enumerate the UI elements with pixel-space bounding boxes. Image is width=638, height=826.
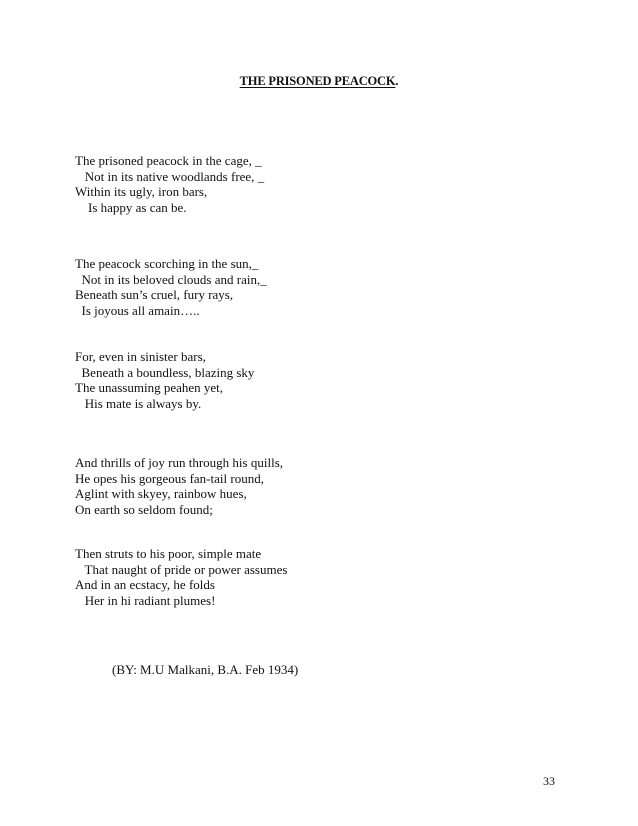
poem-line: Beneath a boundless, blazing sky	[75, 364, 255, 380]
poem-line: He opes his gorgeous fan-tail round,	[75, 470, 264, 486]
poem-line: His mate is always by.	[75, 395, 202, 411]
poem-line: On earth so seldom found;	[75, 501, 213, 517]
stanza-4	[75, 455, 555, 517]
poem-line: Is happy as can be.	[75, 199, 187, 215]
poem-line: Is joyous all amain…..	[75, 302, 200, 318]
poem-line: That naught of pride or power assumes	[75, 561, 288, 577]
poem-title-text: THE PRISONED PEACOCK	[239, 74, 396, 88]
poem-line: Beneath sun’s cruel, fury rays,	[75, 287, 234, 303]
poem-line: And in an ecstacy, he folds	[75, 577, 215, 593]
poem-line: Within its ugly, iron bars,	[75, 184, 208, 200]
poem-line: The unassuming peahen yet,	[75, 380, 224, 396]
page-number: 33	[543, 774, 555, 788]
poem-line: Not in its native woodlands free, _	[75, 168, 265, 184]
poem-line: Then struts to his poor, simple mate	[75, 546, 262, 561]
stanza-2	[75, 256, 555, 318]
poem-line: For, even in sinister bars,	[75, 349, 206, 364]
poem-title	[0, 74, 638, 89]
stanza-1	[75, 153, 555, 215]
poem-line: Her in hi radiant plumes!	[75, 592, 216, 608]
poem-line: And thrills of joy run through his quills,	[75, 455, 283, 470]
author-attribution: (BY: M.U Malkani, B.A. Feb 1934)	[112, 662, 299, 677]
stanza-5	[75, 546, 555, 608]
stanza-3	[75, 349, 555, 411]
poem-line: Not in its beloved clouds and rain,_	[75, 271, 267, 287]
poem-title-period: .	[395, 74, 399, 88]
poem-line: The peacock scorching in the sun,_	[75, 256, 259, 271]
poem-line: Aglint with skyey, rainbow hues,	[75, 486, 247, 502]
poem-line: The prisoned peacock in the cage, _	[75, 153, 262, 168]
